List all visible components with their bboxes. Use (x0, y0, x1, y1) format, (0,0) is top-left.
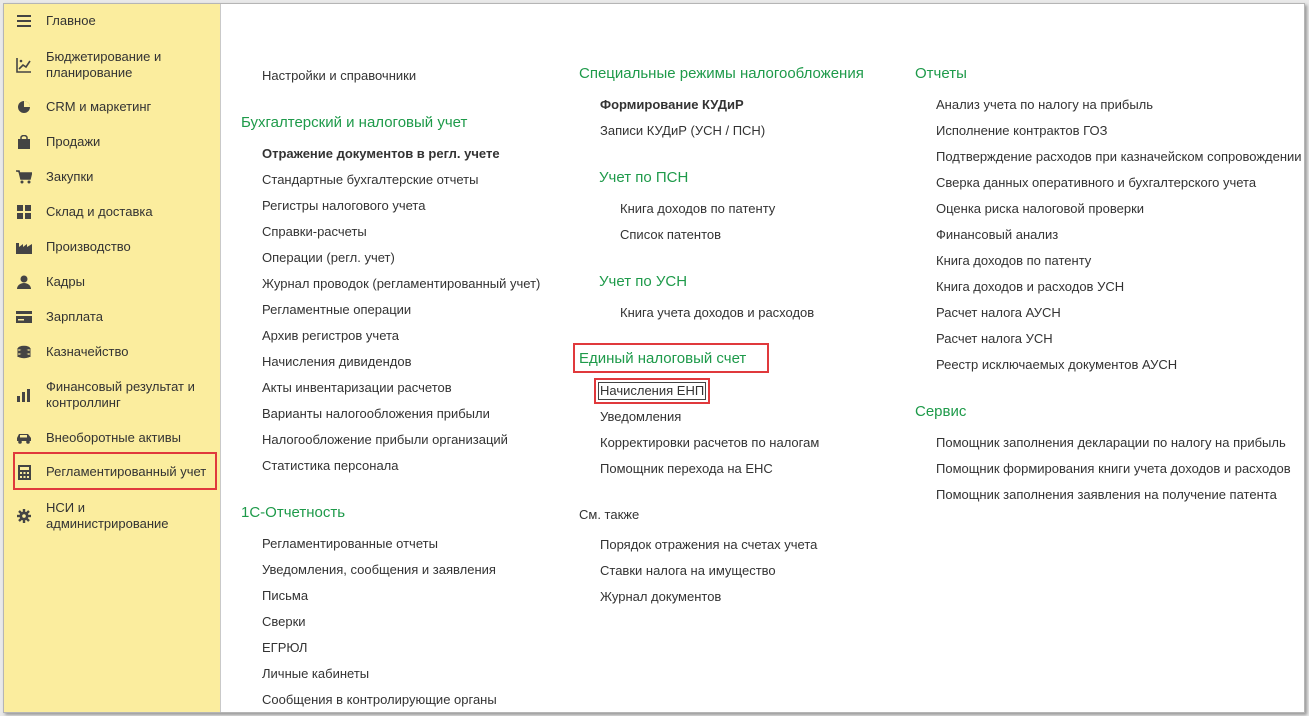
link-item[interactable]: Архив регистров учета (262, 328, 400, 343)
sidebar-item-label: Производство (46, 239, 131, 254)
sidebar-item-label: Продажи (46, 134, 101, 149)
link-item[interactable]: Ставки налога на имущество (600, 563, 776, 578)
link-item[interactable]: Сверка данных оперативного и бухгалтерского учета (936, 175, 1257, 190)
link-item[interactable]: Письма (262, 588, 309, 603)
sidebar-item-treasury[interactable] (4, 344, 220, 360)
sidebar-item-label: Внеоборотные активы (46, 430, 182, 445)
coins-icon (16, 344, 32, 360)
link-item[interactable]: Уведомления, сообщения и заявления (262, 562, 496, 577)
section-title-usn: Учет по УСН (599, 273, 688, 290)
link-item[interactable]: Отражение документов в регл. учете (262, 146, 500, 161)
sidebar-item-label: Склад и доставка (46, 204, 153, 219)
sidebar-item-label: Кадры (46, 274, 85, 289)
sidebar-item-label: Регламентированный учет (46, 464, 207, 479)
link-item[interactable]: Стандартные бухгалтерские отчеты (262, 172, 479, 187)
link-item[interactable]: Книга учета доходов и расходов (620, 305, 815, 320)
sidebar (4, 4, 221, 712)
link-item[interactable]: Справки-расчеты (262, 224, 367, 239)
section-title-accounting: Бухгалтерский и налоговый учет (241, 114, 468, 131)
link-item[interactable]: Книга доходов и расходов УСН (936, 279, 1125, 294)
link-item[interactable]: Журнал проводок (регламентированный учет) (262, 276, 541, 291)
warehouse-grid-icon (16, 204, 32, 220)
link-item[interactable]: Реестр исключаемых документов АУСН (936, 357, 1178, 372)
sidebar-item-crm[interactable] (4, 99, 220, 115)
link-item[interactable]: Журнал документов (600, 589, 722, 604)
sidebar-item-payroll[interactable] (4, 309, 220, 325)
link-item[interactable]: Расчет налога АУСН (936, 305, 1061, 320)
link-item[interactable]: Формирование КУДиР (600, 97, 744, 112)
sidebar-item-label: Зарплата (46, 309, 103, 324)
sidebar-item-label: Казначейство (46, 344, 129, 359)
link-item[interactable]: Подтверждение расходов при казначейском сопровождении (936, 149, 1302, 164)
payroll-card-icon (16, 309, 32, 325)
selected-item-highlight (13, 452, 217, 490)
link-item[interactable]: Исполнение контрактов ГОЗ (936, 123, 1108, 138)
link-item[interactable]: ЕГРЮЛ (262, 640, 308, 655)
link-item[interactable]: Корректировки расчетов по налогам (600, 435, 820, 450)
link-item[interactable]: Регламентированные отчеты (262, 536, 438, 551)
bar-chart-icon (16, 387, 32, 403)
link-item[interactable]: Список патентов (620, 227, 722, 242)
section-title-reporting: 1С-Отчетность (241, 504, 346, 521)
link-item[interactable]: Помощник формирования книги учета доходов и расходов (936, 461, 1291, 476)
pie-chart-icon (16, 99, 32, 115)
link-item[interactable]: Личные кабинеты (262, 666, 370, 681)
sidebar-item-warehouse[interactable] (4, 204, 220, 220)
link-item[interactable]: Операции (регл. учет) (262, 250, 395, 265)
sidebar-item-label: НСИ и администрирование (46, 500, 169, 531)
link-item[interactable]: Налогообложение прибыли организаций (262, 432, 508, 447)
link-item[interactable]: Сообщения в контролирующие органы (262, 692, 497, 707)
sidebar-item-purchases[interactable] (4, 169, 220, 185)
main-content (220, 4, 1304, 712)
person-icon (16, 274, 32, 290)
link-item[interactable]: Книга доходов по патенту (620, 201, 776, 216)
shopping-cart-icon (16, 169, 32, 185)
sidebar-item-production[interactable] (4, 239, 220, 255)
link-item[interactable]: Акты инвентаризации расчетов (262, 380, 452, 395)
link-item[interactable]: Книга доходов по патенту (936, 253, 1092, 268)
link-item[interactable]: Помощник заполнения декларации по налогу на прибыль (936, 435, 1286, 450)
link-item[interactable]: Начисления дивидендов (262, 354, 412, 369)
sidebar-item-main[interactable] (4, 13, 220, 29)
section-title-psn: Учет по ПСН (599, 169, 689, 186)
section-title-special-regimes: Специальные режимы налогообложения (579, 65, 864, 82)
section-title-service: Сервис (915, 403, 967, 420)
sidebar-item-label: Бюджетирование и планирование (46, 49, 162, 80)
sidebar-item-label: Закупки (46, 169, 94, 184)
factory-icon (16, 239, 32, 255)
sidebar-item-fixed-assets[interactable] (4, 430, 220, 446)
menu-icon (16, 13, 32, 29)
link-item[interactable]: Помощник перехода на ЕНС (600, 461, 773, 476)
link-settings[interactable]: Настройки и справочники (262, 68, 417, 83)
sidebar-item-financial-result[interactable] (4, 379, 220, 411)
link-item[interactable]: Варианты налогообложения прибыли (262, 406, 490, 421)
sidebar-item-budgeting[interactable] (4, 49, 220, 81)
section-title-reports: Отчеты (915, 65, 967, 82)
sidebar-item-hr[interactable] (4, 274, 220, 290)
link-item[interactable]: Уведомления (600, 409, 682, 424)
see-also-title: См. также (579, 507, 640, 522)
link-item[interactable]: Регламентные операции (262, 302, 412, 317)
car-icon (16, 430, 32, 446)
sidebar-item-sales[interactable] (4, 134, 220, 150)
link-item[interactable]: Помощник заполнения заявления на получение патента (936, 487, 1277, 502)
link-item[interactable]: Анализ учета по налогу на прибыль (936, 97, 1154, 112)
link-item[interactable]: Регистры налогового учета (262, 198, 426, 213)
section-title-ens: Единый налоговый счет (579, 350, 747, 367)
sidebar-item-label: CRM и маркетинг (46, 99, 152, 114)
link-item[interactable]: Порядок отражения на счетах учета (600, 537, 818, 552)
link-item[interactable]: Оценка риска налоговой проверки (936, 201, 1145, 216)
gear-icon (16, 508, 32, 524)
app-window (3, 3, 1305, 713)
link-item[interactable]: Финансовый анализ (936, 227, 1059, 242)
link-item[interactable]: Статистика персонала (262, 458, 399, 473)
sidebar-item-label: Главное (46, 13, 96, 28)
budget-chart-icon (16, 57, 32, 73)
sidebar-item-label: Финансовый результат и контроллинг (46, 379, 195, 410)
link-item[interactable]: Расчет налога УСН (936, 331, 1053, 346)
link-item[interactable]: Сверки (262, 614, 306, 629)
shopping-bag-icon (16, 134, 32, 150)
link-item[interactable]: Записи КУДиР (УСН / ПСН) (600, 123, 766, 138)
sidebar-item-nsi-admin[interactable] (4, 500, 220, 532)
link-enp-accruals[interactable]: Начисления ЕНП (600, 383, 705, 398)
